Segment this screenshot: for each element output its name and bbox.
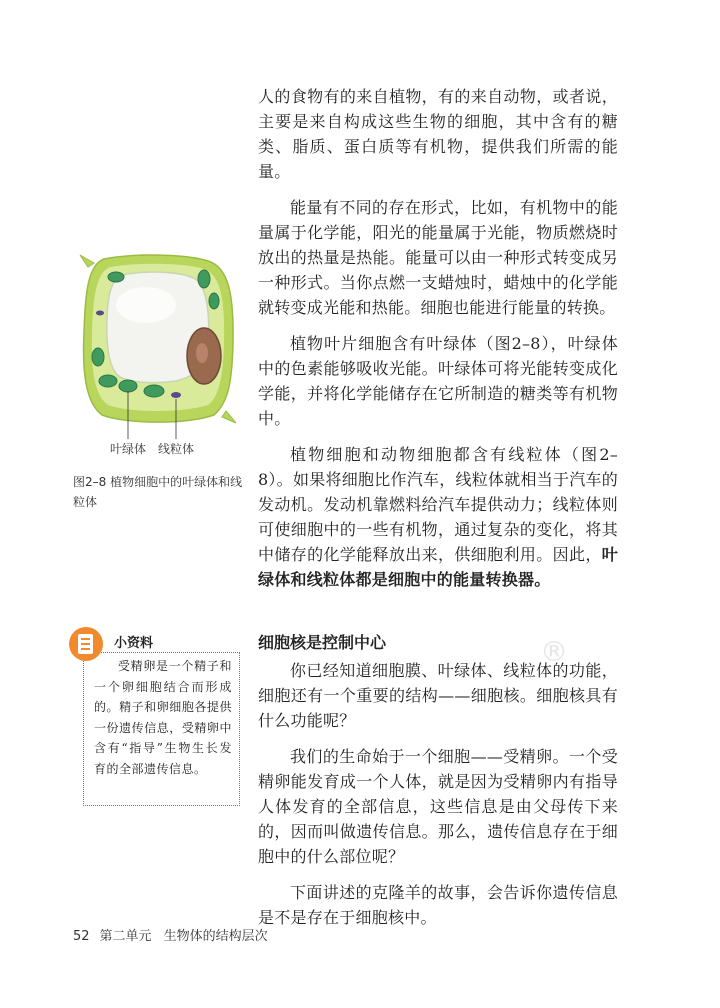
- mitochondrion: [171, 392, 181, 398]
- chloroplast: [92, 348, 104, 366]
- mitochondrion: [96, 311, 104, 316]
- paragraph-mitochondria: [258, 442, 618, 592]
- section-heading-nucleus: 细胞核是控制中心: [258, 633, 387, 652]
- paragraph-nucleus-intro: 你已经知道细胞膜、叶绿体、线粒体的功能，细胞还有一个重要的结构——细胞核。细胞核具有什么功能呢？: [258, 661, 618, 730]
- energy-converter-conclusion: 叶绿体和线粒体都是细胞中的能量转换器。: [258, 545, 618, 589]
- figure-caption: 图2–8 植物细胞中的叶绿体和线粒体: [73, 475, 243, 509]
- chloroplast: [209, 293, 219, 309]
- page-number: 52: [73, 929, 90, 944]
- footer-chapter: 生物体的结构层次: [163, 929, 268, 944]
- vacuole-highlight: [116, 287, 176, 323]
- registered-mark: ®: [540, 635, 568, 668]
- paragraph-chloroplast: 植物叶片细胞含有叶绿体（图2–8），叶绿体中的色素能够吸收光能。叶绿体可将光能转变成化学能，并将化学能储存在它所制造的糖类等有机物中。: [258, 334, 618, 428]
- sidebar-text: 受精卵是一个精子和一个卵细胞结合而形成的。精子和卵细胞各提供一份遗传信息，受精卵中含有“指导”生物生长发育的全部遗传信息。: [94, 659, 232, 776]
- cell-wall-corner-tl: [80, 255, 94, 267]
- chloroplast: [198, 270, 210, 288]
- paragraph-energy-forms: 能量有不同的存在形式，比如，有机物中的能量属于化学能，阳光的能量属于光能，物质燃烧时放出的热量是热能。能量可以由一种形式转变成另一种形式。当你点燃一支蜡烛时，蜡烛中的化学能就转变成光能和热能。细胞也能进行能量的转换。: [258, 198, 618, 317]
- footer-unit: 第二单元: [99, 929, 152, 944]
- chloroplast: [119, 380, 137, 392]
- plant-cell-illustration: [76, 253, 236, 463]
- label-chloroplast: 叶绿体: [110, 442, 147, 456]
- label-mitochondria: 线粒体: [158, 442, 195, 456]
- chloroplast: [144, 385, 164, 397]
- main-text-column: [258, 84, 618, 930]
- paragraph-clone-sheep: 下面讲述的克隆羊的故事，会告诉你遗传信息是不是存在于细胞核中。: [258, 883, 618, 927]
- chloroplast: [99, 375, 117, 387]
- page-footer: [73, 925, 268, 944]
- paragraph-mitochondria-text: 植物细胞和动物细胞都含有线粒体（图2–8）。如果将细胞比作汽车，线粒体就相当于汽车的发动机。发动机靠燃料给汽车提供动力；线粒体则可使细胞中的一些有机物，通过复杂的变化，将其中储存的化学能释放出来，供细胞利用。因此，: [258, 445, 618, 564]
- paragraph-food-energy: 人的食物有的来自植物，有的来自动物，或者说，主要是来自构成这些生物的细胞，其中含有的糖类、脂质、蛋白质等有机物，提供我们所需的能量。: [258, 87, 618, 181]
- nucleolus: [196, 343, 208, 363]
- sidebar-title: 小资料: [114, 636, 154, 651]
- paragraph-fertilized-egg: 我们的生命始于一个细胞——受精卵。一个受精卵能发育成一个人体，就是因为受精卵内有指导人体发育的全部信息，这些信息是由父母传下来的，因而叫做遗传信息。那么，遗传信息存在于细胞中的什么部位呢？: [258, 747, 618, 866]
- chloroplast: [108, 272, 124, 282]
- cell-wall-corner-br: [222, 411, 236, 423]
